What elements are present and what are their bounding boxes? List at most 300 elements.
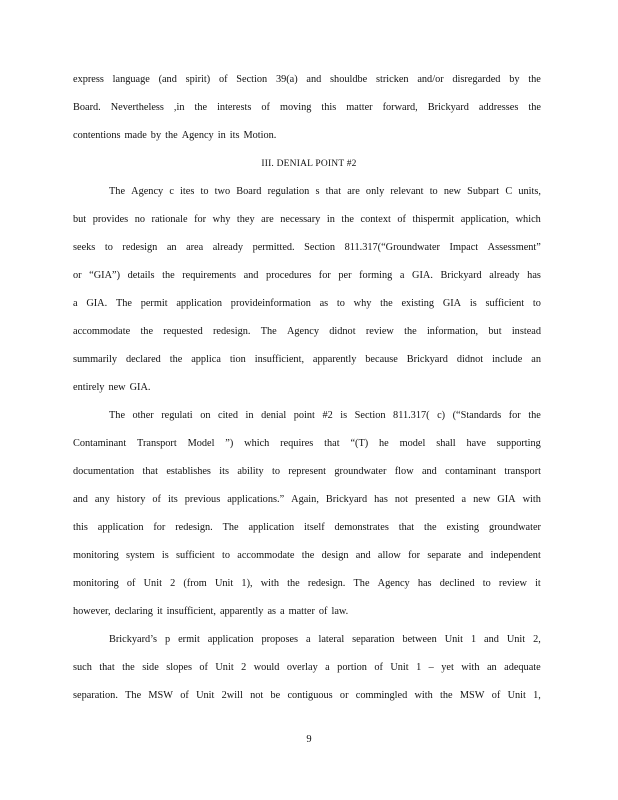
word: p [164,634,171,645]
word: between [402,634,437,645]
word: “GIA”) [89,270,121,281]
word: its [219,466,229,477]
word: procedures [266,270,312,281]
word: this [321,102,337,113]
word: is [161,550,169,561]
word: by [509,74,520,85]
word: apparently [219,606,264,617]
word: model [399,438,426,449]
word: applications.” [227,494,285,505]
word: relevant [390,186,424,197]
word: Assessment” [487,242,541,253]
word: Agency [377,578,410,589]
word: – [428,662,434,673]
word: to [532,298,541,309]
word: and [421,466,437,477]
word: has [374,494,388,505]
text-line [73,577,541,591]
word: design [321,550,349,561]
word: ability [237,466,264,477]
word: to [200,186,209,197]
word: a [305,634,311,645]
text-line [73,465,541,479]
word: 2 [170,578,176,589]
word: on [200,410,211,421]
word: Agency [181,130,214,141]
word: which [244,438,270,449]
word: apparently [312,354,357,365]
word: sufficient [176,550,215,561]
word: any [94,494,110,505]
word: Motion. [243,130,277,141]
word: by [150,130,162,141]
word: the [301,550,315,561]
word: 1, [533,690,541,701]
word: a [73,298,78,309]
word: and [243,270,259,281]
word: review [498,578,527,589]
word: the [194,102,208,113]
word: they [236,214,255,225]
word: and [73,494,88,505]
word: but [488,326,502,337]
word: would [253,662,280,673]
word: previous [184,494,221,505]
word: of [374,662,383,673]
word: requirements [182,270,237,281]
word: Unit [143,578,162,589]
word: details [127,270,155,281]
word: lateral [318,634,345,645]
word: an [531,354,541,365]
word: Model [187,438,215,449]
word: with [414,690,433,701]
word: insufficient, [166,606,216,617]
word: of [318,606,328,617]
word: separation [352,634,395,645]
word: of [126,578,136,589]
word: MSW [459,690,485,701]
word: as [267,606,277,617]
word: permitted. [252,242,295,253]
word: that [99,662,115,673]
word: no [134,214,145,225]
word: is [340,410,348,421]
text-line [73,129,541,143]
word: Brickyard [427,102,469,113]
word: the [122,662,135,673]
word: matter [288,606,315,617]
word: insufficient, [254,354,305,365]
word: such [73,662,92,673]
word: is [469,298,477,309]
word: establishes [166,466,211,477]
word: Unit [215,662,234,673]
word: that [325,186,342,197]
word: groundwater [334,466,387,477]
word: accommodate [73,326,131,337]
word: GIA [442,298,462,309]
word: The [109,410,126,421]
word: and [468,550,484,561]
word: it [156,606,163,617]
word: accommodate [237,550,295,561]
page-number: 9 [306,734,312,745]
word: for [318,270,331,281]
word: a [461,494,467,505]
word: not [250,690,264,701]
word: of [152,494,161,505]
word: spirit) [185,74,211,85]
word: and [484,634,499,645]
word: the [169,354,183,365]
word: the [528,410,541,421]
word: area [186,242,204,253]
word: shouldbe [330,74,368,85]
word: Again, [291,494,319,505]
word: language [112,74,150,85]
word: have [466,438,486,449]
word: 2 [241,662,247,673]
word: summarily [73,354,118,365]
word: why [353,298,372,309]
word: Brickyard [325,494,368,505]
word: thispermit [412,214,455,225]
word: The [115,298,132,309]
word: only [365,186,385,197]
text-line [73,549,541,563]
word: application [97,522,144,533]
word: redesign. [175,522,213,533]
word: the [528,74,541,85]
word: (“Standards [452,410,502,421]
word: side [142,662,159,673]
word: 811.317( [393,410,430,421]
word: applica [191,354,221,365]
word: represent [288,466,327,477]
word: GIA. [129,382,151,393]
word: Board [236,186,262,197]
word: be [270,690,281,701]
word: demonstrates [334,522,389,533]
word: The [125,690,142,701]
word: 1 [470,634,477,645]
word: disregarded [452,74,501,85]
word: separation. [73,690,118,701]
text-line [73,101,541,115]
word: in [217,130,226,141]
word: requested [163,326,203,337]
word: already [489,270,520,281]
word: new [108,382,126,393]
text-line [109,409,541,423]
word: to [271,466,280,477]
word: units, [518,186,541,197]
word: (from [183,578,207,589]
word: that [142,466,158,477]
word: moving [279,102,312,113]
word: C [505,186,513,197]
word: c [169,186,174,197]
word: of [491,690,501,701]
word: The [109,186,126,197]
word: ”) [225,438,234,449]
word: slopes [166,662,192,673]
text-line [73,437,541,451]
word: with [260,578,280,589]
text-line [73,661,541,675]
word: review [365,326,394,337]
word: 1), [241,578,253,589]
word: and [355,550,371,561]
word: provides [92,214,129,225]
word: its [168,494,178,505]
word: The [353,578,370,589]
word: redesign. [212,326,251,337]
word: that [324,438,340,449]
word: an [166,242,177,253]
word: rationale [151,214,188,225]
word: application [248,522,295,533]
word: not [394,494,409,505]
word: existing [446,522,480,533]
word: Unit [507,690,526,701]
word: Unit [196,690,215,701]
word: didnot [329,326,356,337]
word: contentions [73,130,121,141]
word: Unit [214,578,234,589]
text-line [73,605,541,619]
word: stricken [375,74,409,85]
word: the [404,326,417,337]
word: the [440,690,453,701]
word: proposes [261,634,299,645]
word: (and [158,74,177,85]
word: of [261,102,270,113]
word: commingled [355,690,408,701]
word: existing [401,298,435,309]
word: the [528,102,541,113]
word: s [315,186,320,197]
text-line [73,269,541,283]
word: Transport [137,438,177,449]
word: entirely [73,382,105,393]
word: monitoring [73,578,119,589]
word: Section [354,410,386,421]
word: however, [73,606,111,617]
word: interests [217,102,252,113]
word: of [218,74,228,85]
word: in [245,410,254,421]
word: sufficient [485,298,525,309]
text-line [73,73,541,87]
word: made [124,130,147,141]
word: contaminant [445,466,497,477]
word: Contaminant [73,438,127,449]
word: 39(a) [275,74,298,85]
word: The [222,522,239,533]
word: point [293,410,315,421]
word: the [341,214,354,225]
word: an [486,662,497,673]
word: history [116,494,146,505]
word: 1 [416,662,422,673]
text-line [73,297,541,311]
word: in [326,214,335,225]
text-line [73,353,541,367]
word: “(T) [350,438,369,449]
word: application [176,298,223,309]
word: Brickyard [440,270,482,281]
word: separate [427,550,462,561]
word: independent [490,550,541,561]
word: transport [504,466,541,477]
word: has [417,578,432,589]
word: addresses [478,102,519,113]
word: a [399,270,405,281]
word: to [429,186,438,197]
word: adequate [504,662,541,673]
word: Board. [73,102,101,113]
word: regulation [267,186,310,197]
word: c) [437,410,446,421]
text-line [73,241,541,255]
word: he [379,438,389,449]
word: which [515,214,541,225]
word: GIA. [412,270,433,281]
word: include [492,354,523,365]
word: this [73,522,88,533]
word: law. [331,606,349,617]
word: for [408,550,421,561]
word: of [180,690,189,701]
word: for [153,522,166,533]
word: documentation [73,466,135,477]
word: declaring [114,606,153,617]
word: flow [394,466,414,477]
word: new [443,186,461,197]
word: to [222,550,231,561]
word: 811.317(“Groundwater [344,242,440,253]
word: overlay [286,662,318,673]
word: portion [337,662,367,673]
word: the [380,298,393,309]
word: Brickyard [406,354,448,365]
word: the [140,326,154,337]
word: supporting [496,438,541,449]
word: declined [439,578,475,589]
word: seeks [73,242,96,253]
word: with [461,662,480,673]
text-line [73,521,541,535]
word: that [398,522,415,533]
word: Unit [390,662,409,673]
word: Brickyard’s [109,634,158,645]
word: to [104,242,113,253]
word: presented [415,494,455,505]
word: and [306,74,322,85]
word: monitoring [73,550,119,561]
word: new [473,494,491,505]
word: other [132,410,154,421]
word: a [280,606,285,617]
word: or [339,690,349,701]
word: for [194,214,207,225]
word: redesign [122,242,158,253]
word: as [319,298,329,309]
word: necessary [280,214,321,225]
word: context [360,214,391,225]
word: the [287,578,300,589]
word: denial [261,410,287,421]
word: GIA [497,494,516,505]
word: ,in [173,102,185,113]
text-line [73,381,541,395]
word: ermit [178,634,200,645]
word: #2 [322,410,333,421]
word: system [126,550,155,561]
word: Unit [506,634,526,645]
word: allow [377,550,401,561]
word: information, [426,326,479,337]
text-line [73,325,541,339]
word: of [397,214,406,225]
word: to [336,298,345,309]
word: matter [346,102,373,113]
word: with [522,494,541,505]
word: requires [280,438,314,449]
word: because [365,354,398,365]
text-line [109,633,541,647]
word: of [199,662,208,673]
word: its [229,130,240,141]
word: forward, [382,102,418,113]
text-line [73,493,541,507]
word: has [527,270,541,281]
word: application, [460,214,510,225]
word: a [325,662,330,673]
word: yet [441,662,454,673]
word: contiguous [287,690,333,701]
word: permit [140,298,168,309]
word: and/or [417,74,444,85]
word: or [73,270,82,281]
word: Subpart [467,186,500,197]
word: Agency [286,326,319,337]
text-line [73,689,541,703]
word: didnot [456,354,484,365]
word: regulati [161,410,193,421]
word: Unit [444,634,463,645]
word: ites [180,186,195,197]
word: forming [359,270,393,281]
word: already [212,242,244,253]
word: why [212,214,231,225]
word: express [73,74,104,85]
word: but [73,214,87,225]
word: the [162,270,175,281]
word: Nevertheless [110,102,164,113]
word: per [338,270,352,281]
word: shall [436,438,456,449]
word: redesign. [307,578,346,589]
word: 2will [221,690,243,701]
word: declared [125,354,161,365]
word: Section [236,74,268,85]
word: cited [218,410,239,421]
word: the [424,522,437,533]
word: it [535,578,541,589]
